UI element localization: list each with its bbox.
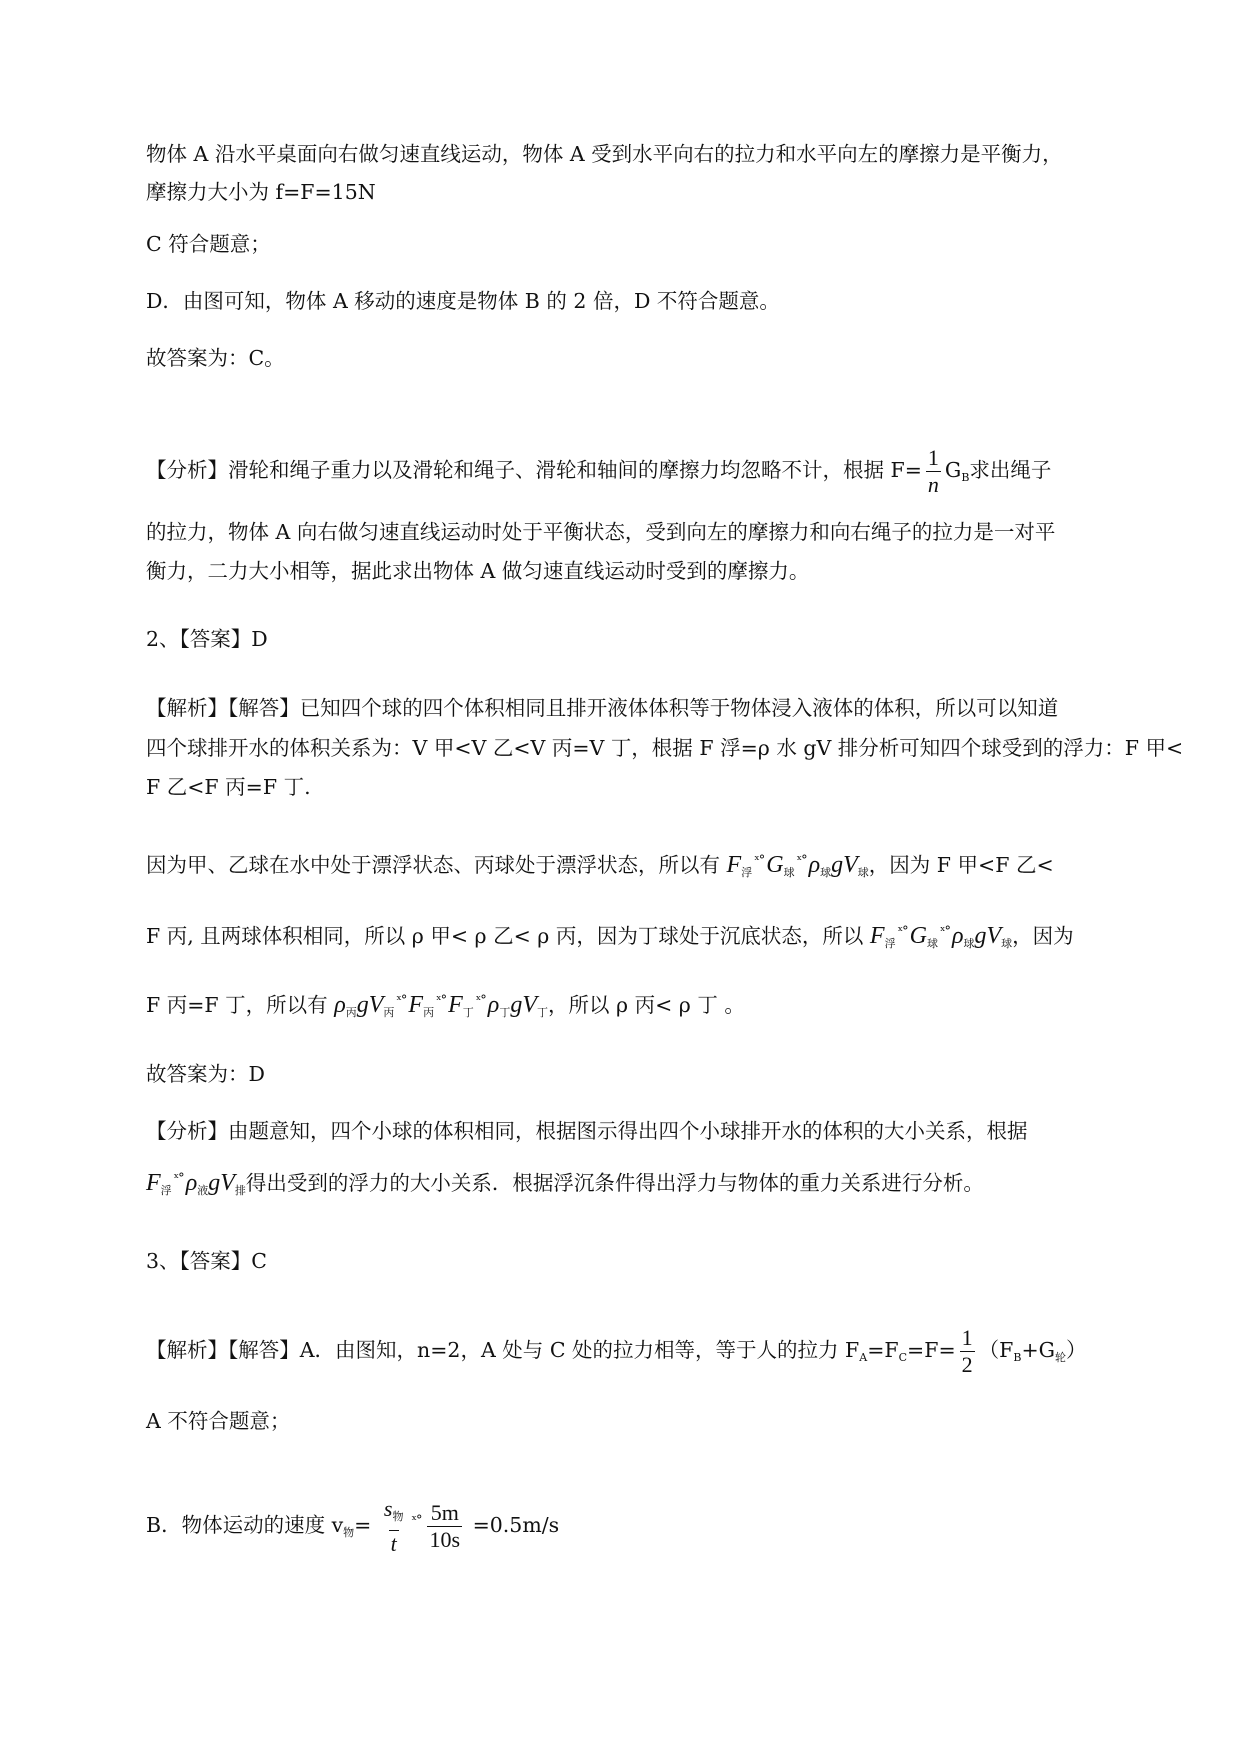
analysis-line <box>146 445 1051 498</box>
answer-heading: 3、【答案】C <box>146 1249 267 1273</box>
answer-line: 故答案为：D <box>146 1062 265 1086</box>
frac-num: 1 <box>927 445 939 470</box>
para-line: 摩擦力大小为 f=F=15N <box>146 180 376 204</box>
density-formula: $\rho_丙gV_丙^{ˣ^\circ}F_丙^{ˣ^\circ}F_丁^{ˣ^\circ}\rho_丁gV_丁$ <box>334 992 548 1019</box>
solution-line: 因为甲、乙球在水中处于漂浮状态、丙球处于漂浮状态，所以有 $F_浮^{ˣ^\circ}G_球^{ˣ^\circ}\rho_球gV_球$，因为 F 甲<F 乙< <box>146 852 1054 879</box>
analysis-text: 【分析】滑轮和绳子重力以及滑轮和绳子、滑轮和轴间的摩擦力均忽略不计，根据 F= <box>146 458 922 482</box>
solution-line: F 乙<F 丙=F 丁. <box>146 775 311 799</box>
g-symbol: G <box>944 458 962 482</box>
fraction-1-over-2: $\frac{1}{2}$ <box>961 1325 973 1377</box>
para-line: A 不符合题意； <box>146 1409 291 1433</box>
solution-line: 【解析】【解答】A．由图知，n=2，A 处与 C 处的拉力相等，等于人的拉力 $F_A=F_C=F=$ $\frac{1}{2}$ $(F_B+G_轮)$ <box>146 1325 1087 1377</box>
buoyancy-formula: $F_浮^{ˣ^\circ}\rho_液gV_排$ <box>146 1170 246 1197</box>
frac-den: n <box>927 472 939 497</box>
solution-line: F 丙=F 丁，所以有 $\rho_丙gV_丙^{ˣ^\circ}F_丙^{ˣ^\circ}F_丁^{ˣ^\circ}\rho_丁gV_丁$，所以 ρ 丙< ρ 丁 。 <box>146 992 745 1019</box>
solution-line: B．物体运动的速度 $v_物=$ $\frac{s_物}{t}$ $^{ˣ^\circ}$ $\frac{5m}{10s}$ =0.5m/s <box>146 1496 560 1556</box>
analysis-line: 衡力，二力大小相等，据此求出物体 A 做匀速直线运动时受到的摩擦力。 <box>146 559 810 583</box>
answer-heading: 2、【答案】D <box>146 627 268 651</box>
fraction-5m-over-10s: $\frac{5m}{10s}$ <box>429 1500 461 1552</box>
fraction-1-over-n <box>926 445 941 498</box>
analysis-text: 求出绳子 <box>969 458 1052 482</box>
analysis-line: 【分析】由题意知，四个小球的体积相同，根据图示得出四个小球排开水的体积的大小关系，根据 <box>146 1119 1028 1143</box>
solution-line: 【解析】【解答】已知四个球的四个体积相同且排开液体体积等于物体浸入液体的体积，所以可以知道 <box>146 696 1059 720</box>
buoyancy-formula: $F_浮^{ˣ^\circ}G_球^{ˣ^\circ}\rho_球gV_球$ <box>869 923 1013 950</box>
para-line: 故答案为：C。 <box>146 346 285 370</box>
fraction-s-over-t: $\frac{s_物}{t}$ <box>383 1496 404 1556</box>
para-line: 物体 A 沿水平桌面向右做匀速直线运动，物体 A 受到水平向右的拉力和水平向左的摩擦力是平衡力， <box>146 142 1063 166</box>
buoyancy-formula: $F_浮^{ˣ^\circ}G_球^{ˣ^\circ}\rho_球gV_球$ <box>726 852 869 879</box>
analysis-line: 的拉力，物体 A 向右做匀速直线运动时处于平衡状态，受到向左的摩擦力和向右绳子的拉力是一对平 <box>146 520 1056 544</box>
analysis-line: $F_浮^{ˣ^\circ}\rho_液gV_排$得出受到的浮力的大小关系．根据浮沉条件得出浮力与物体的重力关系进行分析。 <box>146 1170 984 1197</box>
solution-line: 四个球排开水的体积关系为：V 甲<V 乙<V 丙=V 丁，根据 F 浮=ρ 水 gV 排分析可知四个球受到的浮力：F 甲< <box>146 736 1184 760</box>
solution-line: F 丙, 且两球体积相同，所以 ρ 甲< ρ 乙< ρ 丙，因为丁球处于沉底状态，所以 $F_浮^{ˣ^\circ}G_球^{ˣ^\circ}\rho_球gV_球$，因为 <box>146 923 1074 950</box>
para-line: D．由图可知，物体 A 移动的速度是物体 B 的 2 倍，D 不符合题意。 <box>146 289 780 313</box>
g-subscript: B <box>961 471 970 484</box>
para-line: C 符合题意； <box>146 232 271 256</box>
